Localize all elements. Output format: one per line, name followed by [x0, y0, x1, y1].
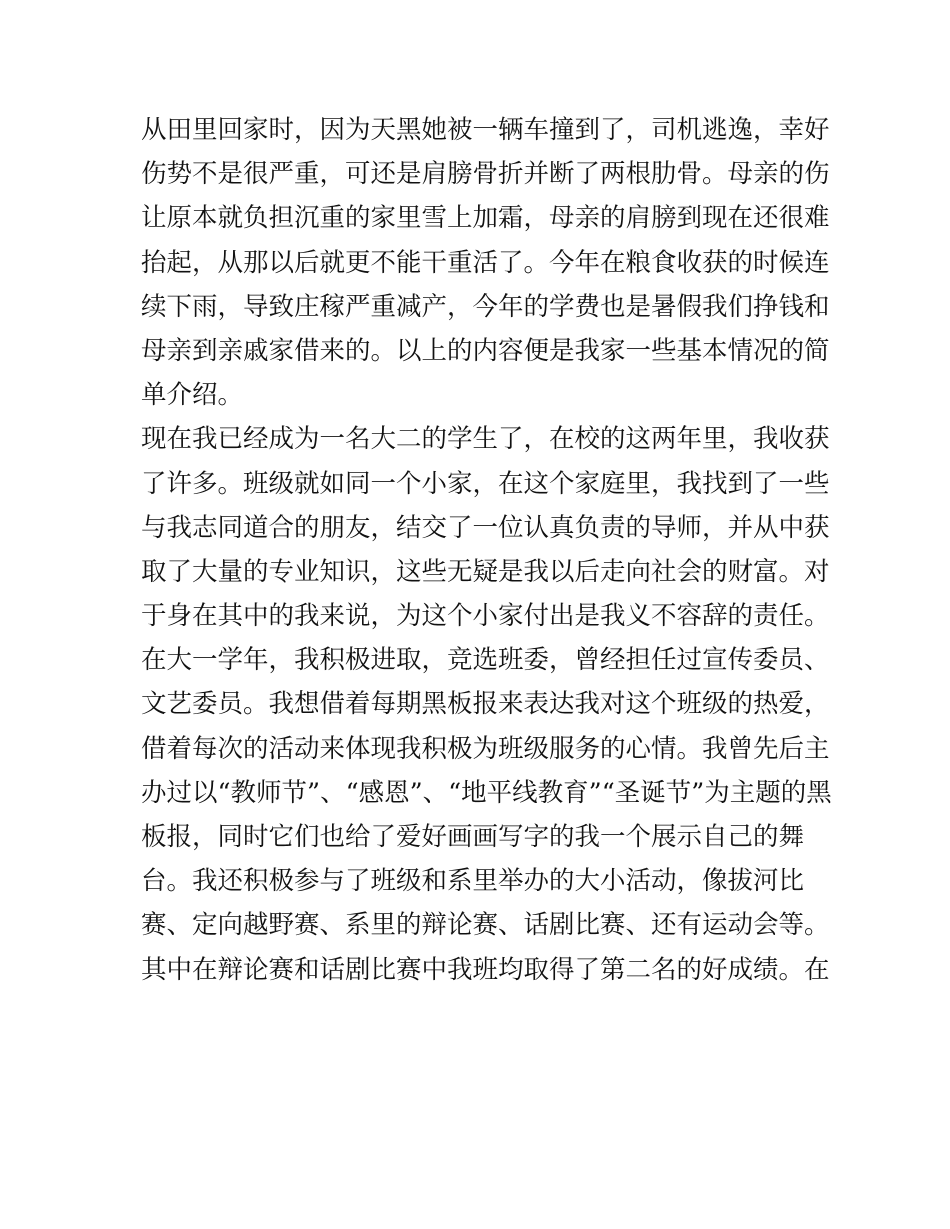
text-line: 抬起，从那以后就更不能干重活了。今年在粮食收获的时候连: [141, 247, 830, 278]
text-line: 单介绍。: [141, 380, 244, 411]
text-line: 从田里回家时，因为天黑她被一辆车撞到了，司机逃逸，幸好: [141, 115, 830, 145]
text-line: 办过以“教师节”、“感恩”、“地平线教育”“圣诞节”为主题的黑: [141, 777, 832, 808]
text-line: 让原本就负担沉重的家里雪上加霜，母亲的肩膀到现在还很难: [141, 203, 830, 234]
text-line: 伤势不是很严重，可还是肩膀骨折并断了两根肋骨。母亲的伤: [141, 159, 830, 190]
text-line: 与我志同道合的朋友，结交了一位认真负责的导师，并从中获: [141, 512, 830, 543]
text-line: 在大一学年，我积极进取，竞选班委，曾经担任过宣传委员、: [141, 645, 830, 676]
body-text: [141, 108, 832, 992]
text-line: 了许多。班级就如同一个小家，在这个家庭里，我找到了一些: [141, 468, 830, 499]
text-line: 板报，同时它们也给了爱好画画写字的我一个展示自己的舞: [141, 822, 805, 852]
text-line: 台。我还积极参与了班级和系里举办的大小活动，像拔河比: [141, 866, 805, 897]
text-line: 文艺委员。我想借着每期黑板报来表达我对这个班级的热爱，: [141, 689, 830, 720]
text-line: 借着每次的活动来体现我积极为班级服务的心情。我曾先后主: [141, 733, 830, 764]
text-line: 现在我已经成为一名大二的学生了，在校的这两年里，我收获: [141, 424, 830, 455]
text-line: 母亲到亲戚家借来的。以上的内容便是我家一些基本情况的简: [141, 335, 830, 366]
text-line: 于身在其中的我来说，为这个小家付出是我义不容辞的责任。: [141, 601, 830, 632]
text-line: 赛、定向越野赛、系里的辩论赛、话剧比赛、还有运动会等。: [141, 910, 830, 941]
text-line: 取了大量的专业知识，这些无疑是我以后走向社会的财富。对: [141, 556, 830, 587]
text-line: 其中在辩论赛和话剧比赛中我班均取得了第二名的好成绩。在: [141, 954, 830, 985]
text-line: 续下雨，导致庄稼严重减产，今年的学费也是暑假我们挣钱和: [141, 291, 830, 322]
